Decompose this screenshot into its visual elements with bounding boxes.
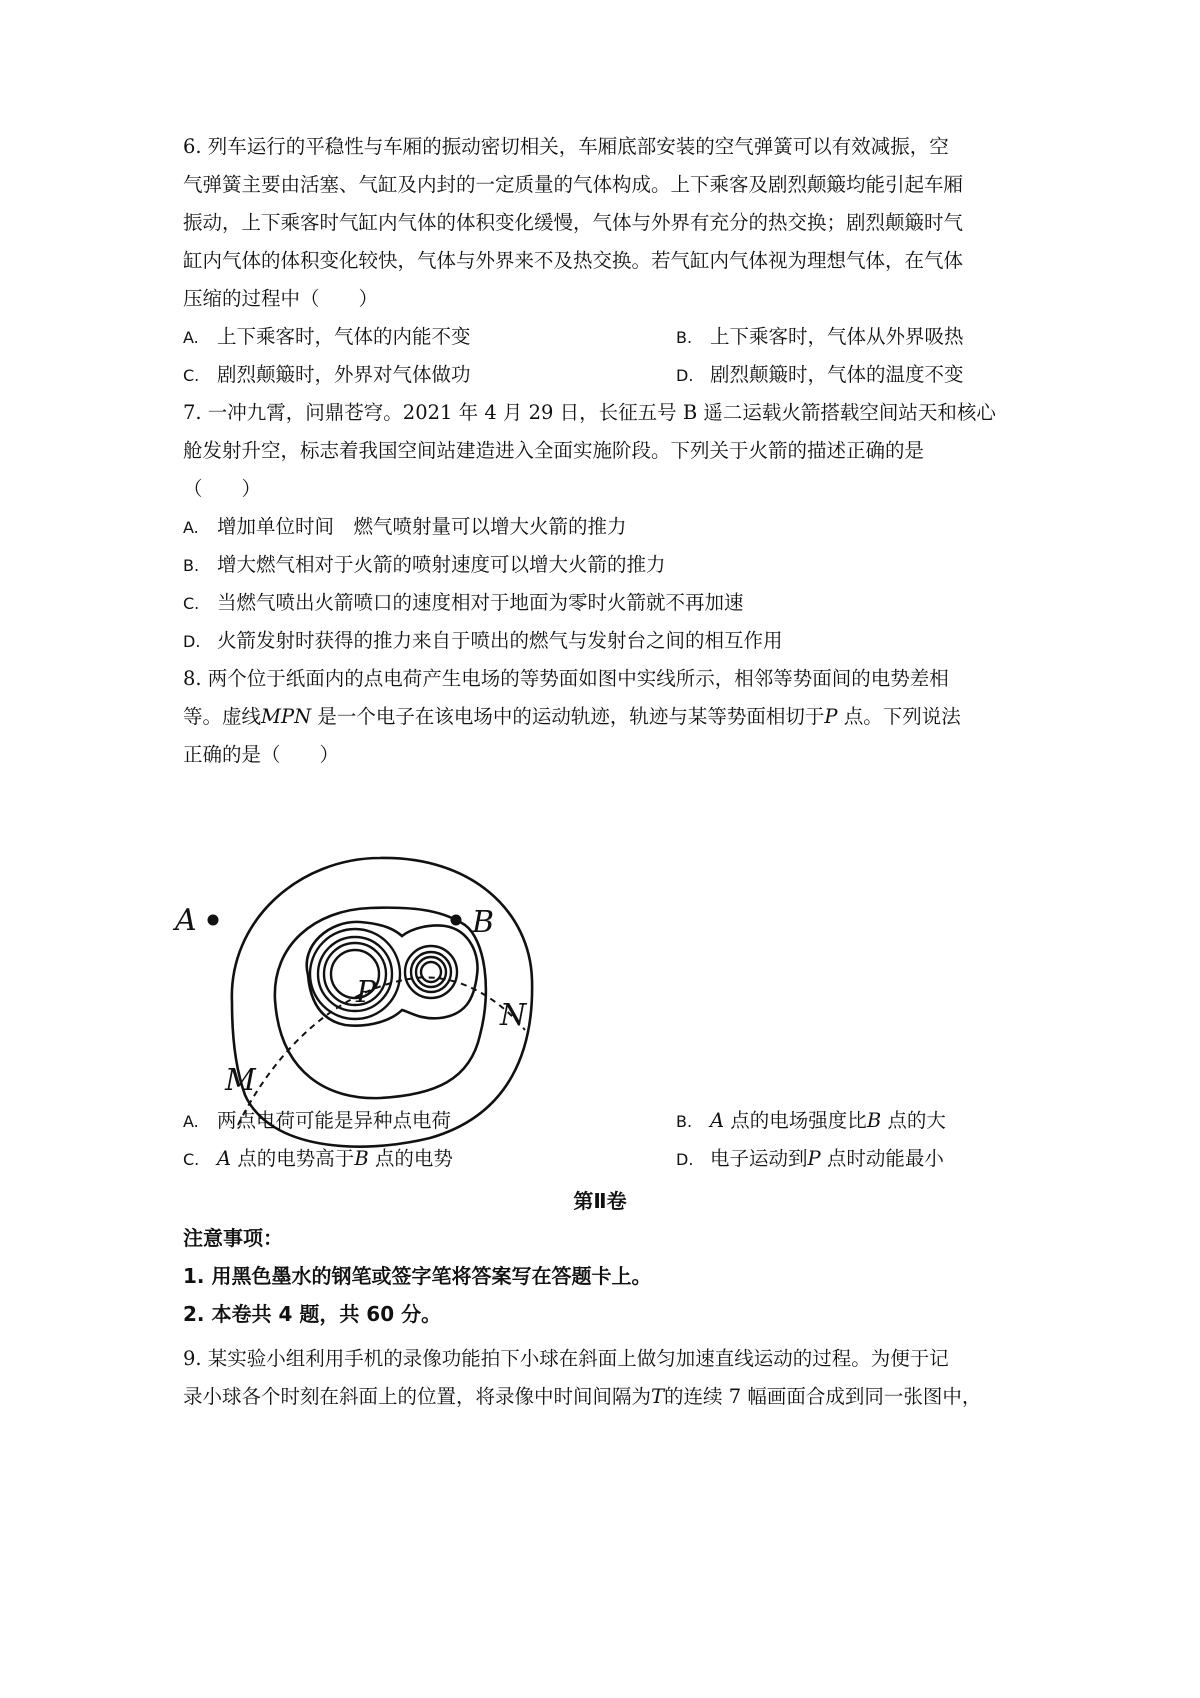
q7-option-b: B. 增大燃气相对于火箭的喷射速度可以增大火箭的推力 bbox=[183, 553, 666, 576]
q7-option-d: D. 火箭发射时获得的推力来自于喷出的燃气与发射台之间的相互作用 bbox=[183, 629, 783, 652]
q6-line-4: 缸内气体的体积变化较快，气体与外界来不及热交换。若气缸内气体视为理想气体，在气体 bbox=[183, 249, 964, 272]
q6-line-1: 6. 列车运行的平稳性与车厢的振动密切相关，车厢底部安装的空气弹簧可以有效减振，空 bbox=[183, 135, 949, 158]
point-b-dot bbox=[451, 915, 462, 926]
left-charge-ring-3 bbox=[324, 943, 386, 1005]
notice-title: 注意事项： bbox=[183, 1226, 283, 1250]
section-title: 第Ⅱ卷 bbox=[573, 1189, 627, 1213]
q7-line-2: 舱发射升空，标志着我国空间站建造进入全面实施阶段。下列关于火箭的描述正确的是 bbox=[183, 439, 925, 462]
q7-line-1: 7. 一冲九霄，问鼎苍穹。2021 年 4 月 29 日，长征五号 B 遥二运载火箭搭载空间站天和核心 bbox=[183, 401, 996, 424]
q7-line-3: （ ） bbox=[183, 477, 262, 500]
equipotential-outer bbox=[232, 858, 532, 1147]
q6-option-b: B. 上下乘客时，气体从外界吸热 bbox=[676, 325, 964, 348]
q9-line-2: 录小球各个时刻在斜面上的位置，将录像中时间间隔为T的连续 7 幅画面合成到同一张图中， bbox=[183, 1385, 982, 1408]
q8-line-1: 8. 两个位于纸面内的点电荷产生电场的等势面如图中实线所示，相邻等势面间的电势差相 bbox=[183, 667, 949, 690]
label-m: M bbox=[225, 1063, 256, 1098]
equipotential-figure bbox=[175, 850, 580, 1190]
q6-option-c: C. 剧烈颠簸时，外界对气体做功 bbox=[183, 363, 471, 386]
q8-option-b: B. A 点的电场强度比B 点的大 bbox=[676, 1109, 946, 1132]
q8-option-c: C. A 点的电势高于B 点的电势 bbox=[183, 1147, 453, 1170]
right-charge-ring-4 bbox=[421, 962, 441, 982]
left-charge-ring-2 bbox=[318, 937, 392, 1011]
q8-line-2: 等。虚线MPN 是一个电子在该电场中的运动轨迹，轨迹与某等势面相切于P 点。下列说法 bbox=[183, 705, 961, 728]
q6-line-2: 气弹簧主要由活塞、气缸及内封的一定质量的气体构成。上下乘客及剧烈颠簸均能引起车厢 bbox=[183, 173, 964, 196]
q6-line-3: 振动，上下乘客时气缸内气体的体积变化缓慢，气体与外界有充分的热交换；剧烈颠簸时气 bbox=[183, 211, 964, 234]
label-p: P bbox=[356, 975, 377, 1010]
notice-item-1: 1. 用黑色墨水的钢笔或签字笔将答案写在答题卡上。 bbox=[183, 1264, 652, 1288]
q8-line-3: 正确的是（ ） bbox=[183, 743, 340, 766]
q6-option-a: A. 上下乘客时，气体的内能不变 bbox=[183, 325, 471, 348]
right-charge-ring-1 bbox=[405, 946, 457, 998]
q6-line-5: 压缩的过程中（ ） bbox=[183, 287, 379, 310]
q9-line-1: 9. 某实验小组利用手机的录像功能拍下小球在斜面上做匀加速直线运动的过程。为便于记 bbox=[183, 1347, 949, 1370]
q6-option-d: D. 剧烈颠簸时，气体的温度不变 bbox=[676, 363, 964, 386]
q8-option-a: A. 两点电荷可能是异种点电荷 bbox=[183, 1109, 452, 1132]
label-a: A bbox=[175, 903, 197, 938]
q7-option-a: A. 增加单位时间 燃气喷射量可以增大火箭的推力 bbox=[183, 515, 627, 538]
label-n: N bbox=[500, 998, 527, 1033]
label-b: B bbox=[472, 905, 495, 940]
q8-option-d: D. 电子运动到P 点时动能最小 bbox=[676, 1147, 944, 1170]
q7-option-c: C. 当燃气喷出火箭喷口的速度相对于地面为零时火箭就不再加速 bbox=[183, 591, 744, 614]
point-a-dot bbox=[208, 915, 219, 926]
notice-item-2: 2. 本卷共 4 题，共 60 分。 bbox=[183, 1302, 442, 1326]
